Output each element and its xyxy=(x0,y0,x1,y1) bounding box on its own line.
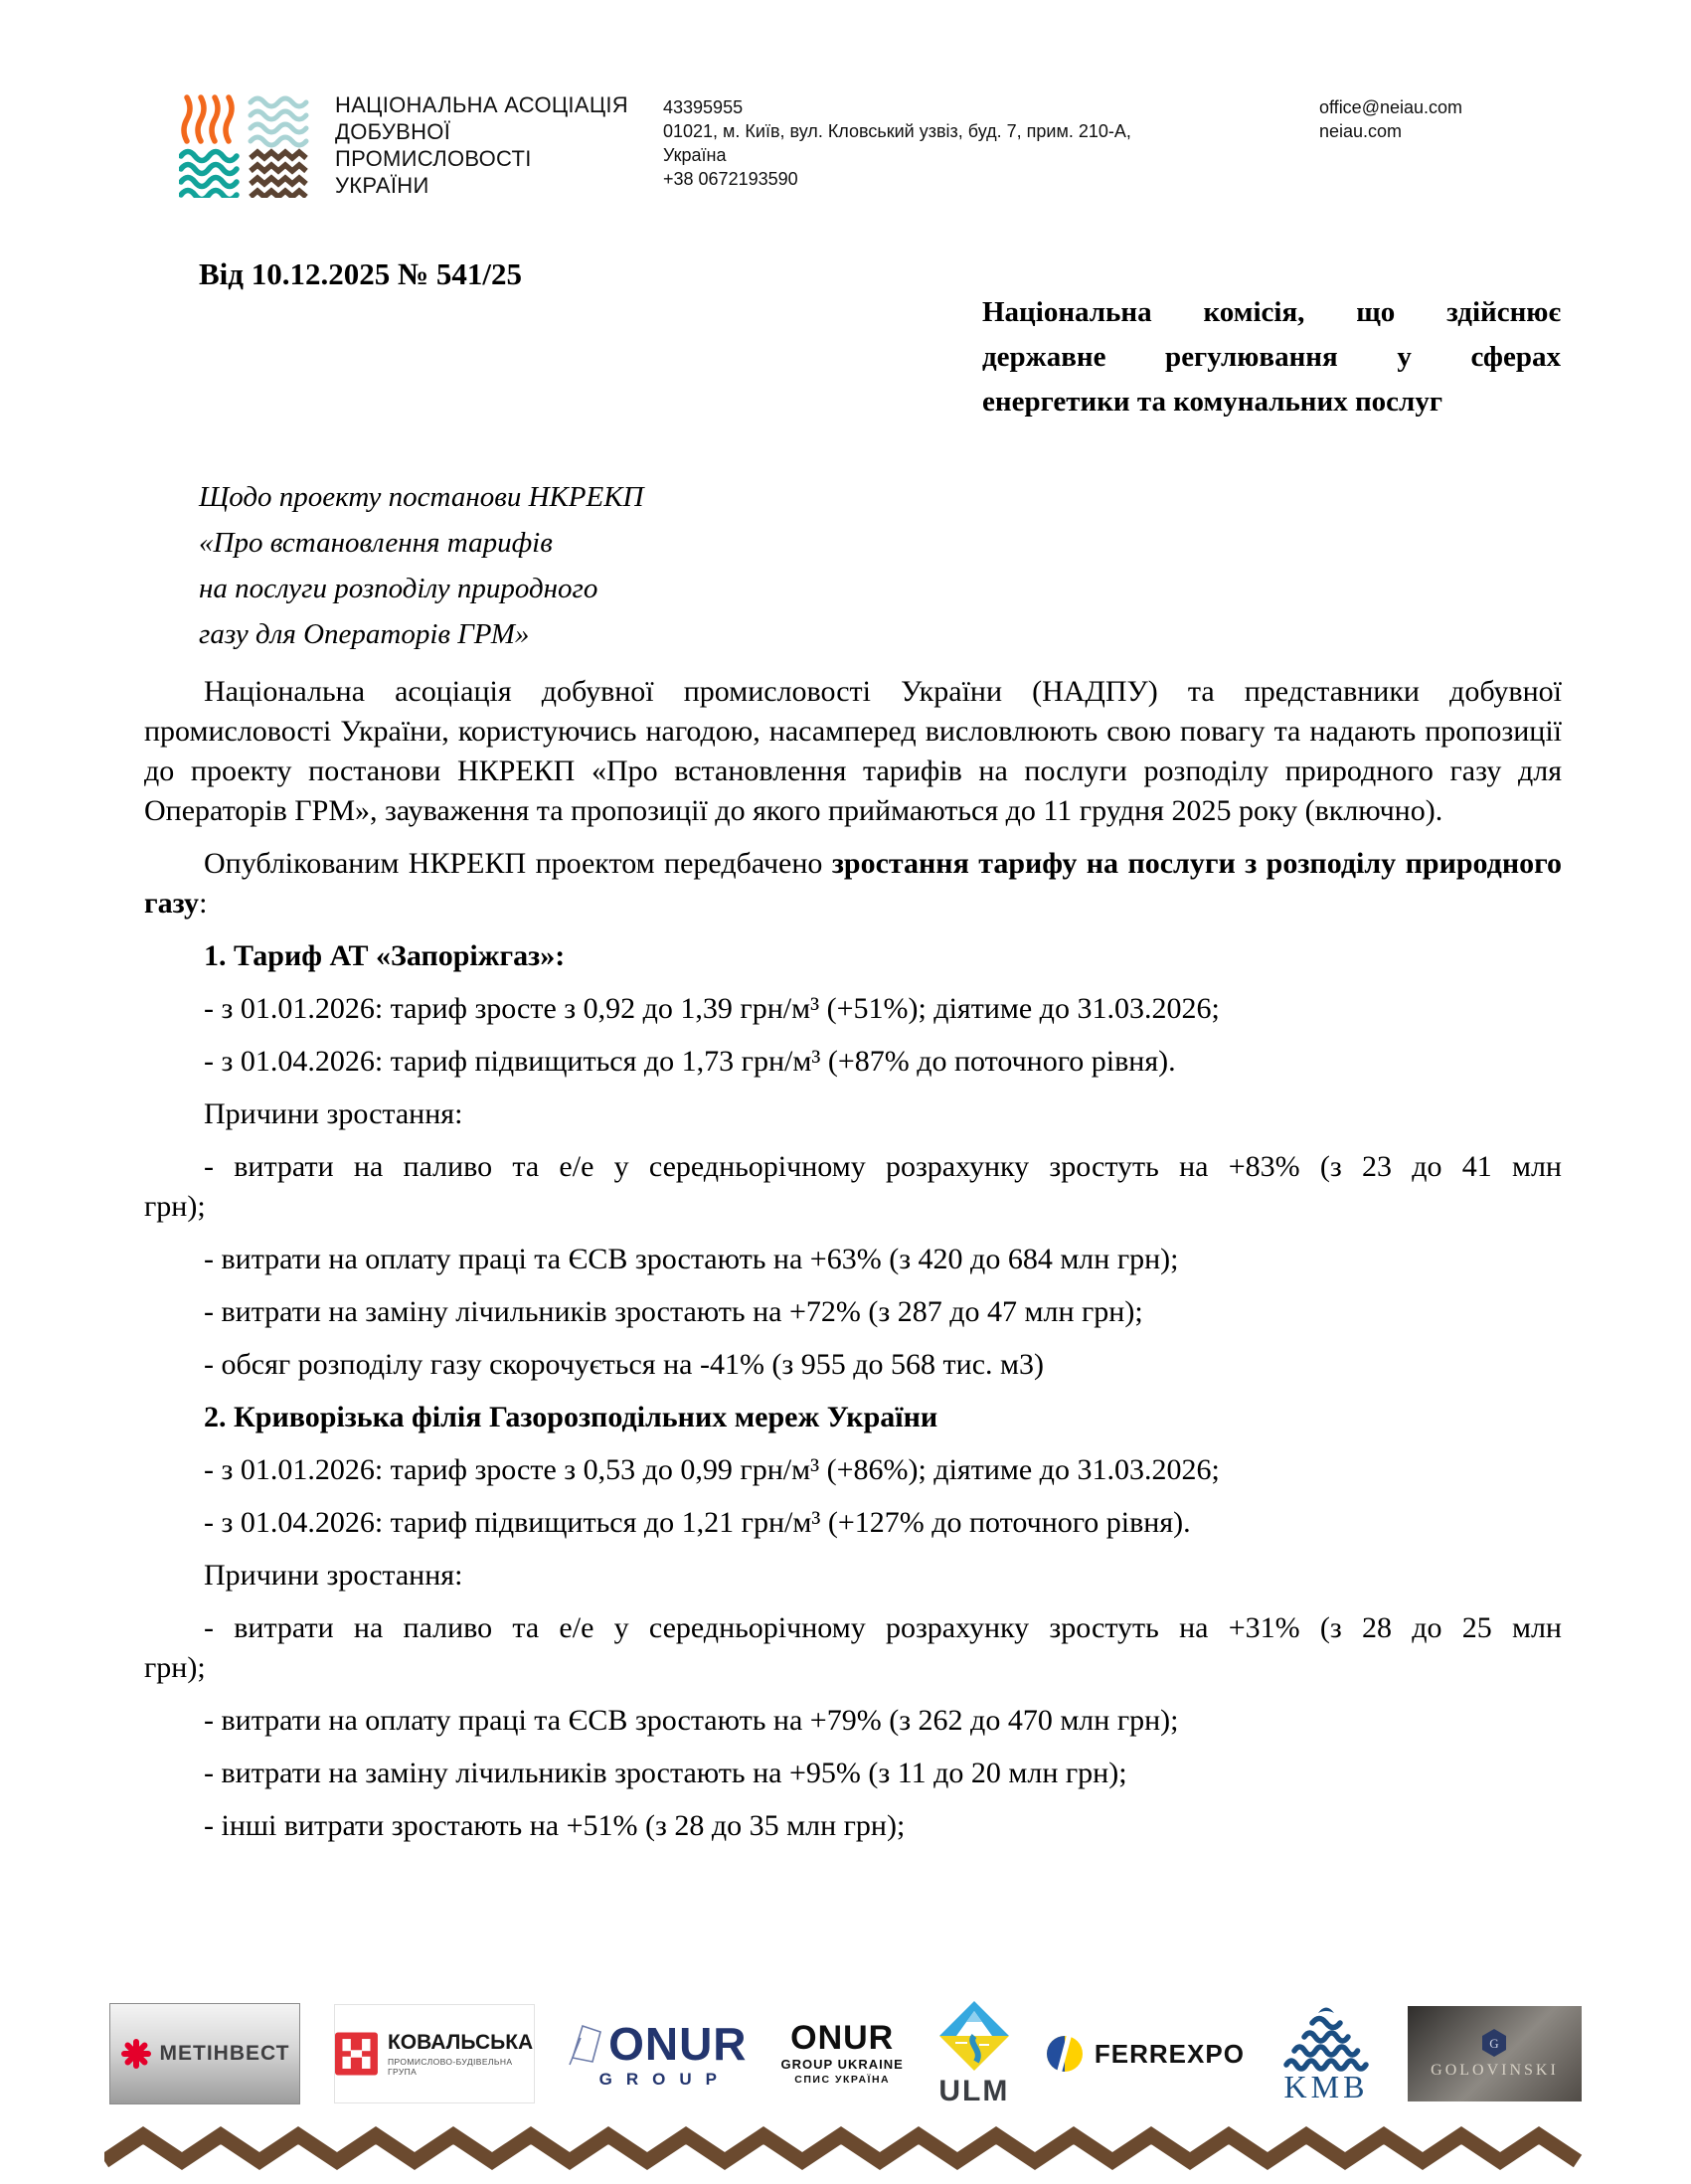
partner-logo-kmb xyxy=(1278,2006,1374,2104)
section1-reasons-label: Причини зростання: xyxy=(204,1097,463,1130)
metinvest-star-icon xyxy=(120,2038,152,2070)
section2-item: - з 01.04.2026: тариф підвищиться до 1,21 грн/м³ (+127% до поточного рівня). xyxy=(204,1506,1191,1539)
partner-logo-ulm xyxy=(937,1999,1011,2108)
paragraph-intro: Національна асоціація добувної промисловості України (НАДПУ) та представники добувної промисловості України, користуючись нагодою, насамперед висловлюють свою повагу та надають пропозиції до проекту постанови НКРЕКП «Про встановлення тарифів на послуги розподілу природного газу для Операторів ГРМ», зауваження та пропозиції до якого приймаються до 11 грудня 2025 року (включно). xyxy=(144,675,1562,827)
org-address-line2: Україна xyxy=(663,145,727,165)
ulm-label: ULM xyxy=(938,2075,1010,2107)
svg-text:G: G xyxy=(1489,2036,1500,2051)
onur-sublabel: GROUP xyxy=(598,2070,731,2089)
partner-logo-metinvest xyxy=(109,2003,300,2104)
kmb-label: KMB xyxy=(1283,2069,1369,2104)
onur-ukraine-label: ONUR xyxy=(790,2019,895,2057)
onur-ukraine-sublabel: GROUP UKRAINE xyxy=(780,2057,904,2072)
kovalska-sublabel: ПРОМИСЛОВО-БУДІВЕЛЬНА ГРУПА xyxy=(387,2057,513,2077)
partner-logo-ferrexpo xyxy=(1045,2034,1245,2074)
subject-line: «Про встановлення тарифів xyxy=(199,527,553,559)
org-name-line: УКРАЇНИ xyxy=(335,173,429,198)
section2-reasons-label: Причини зростання: xyxy=(204,1559,463,1592)
section2-reason: - інші витрати зростають на +51% (з 28 до 35 млн грн); xyxy=(204,1809,906,1842)
org-name-line: ПРОМИСЛОВОСТІ xyxy=(335,146,532,171)
golovinski-hexagon-icon xyxy=(1480,2028,1508,2058)
subject-line: газу для Операторів ГРМ» xyxy=(199,618,530,650)
ulm-diamond-icon xyxy=(937,1999,1011,2073)
partner-logo-kovalska xyxy=(334,2004,535,2103)
ferrexpo-circle-icon xyxy=(1045,2034,1085,2074)
section2-reason: - витрати на оплату праці та ЄСВ зростають на +79% (з 262 до 470 млн грн); xyxy=(204,1704,1179,1737)
org-phone: +38 0672193590 xyxy=(663,169,798,189)
web-block xyxy=(1319,95,1462,143)
partner-logo-onur-group xyxy=(569,2018,747,2090)
section2-item: - з 01.01.2026: тариф зросте з 0,53 до 0,99 грн/м³ (+86%); діятиме до 31.03.2026; xyxy=(204,1453,1220,1486)
letter-body xyxy=(144,672,1562,1859)
subject-block xyxy=(199,474,643,657)
paragraph-tariff-growth xyxy=(144,844,1562,924)
recipient-line: енергетики та комунальних послуг xyxy=(982,386,1442,418)
ref-line: Від 10.12.2025 № 541/25 xyxy=(199,256,522,291)
section2-reason: - витрати на паливо та е/е у середньорічному розрахунку зростуть на +31% (з 28 до 25 млн грн); xyxy=(144,1611,1562,1684)
paragraph-tariff-growth-tail: : xyxy=(199,887,208,920)
paragraph-tariff-growth-normal: Опублікованим НКРЕКП проектом передбачено xyxy=(204,847,832,880)
org-name-line: НАЦІОНАЛЬНА АСОЦІАЦІЯ xyxy=(335,92,628,117)
logo-teal-waves xyxy=(181,152,237,199)
section1-reason: - обсяг розподілу газу скорочується на -41% (з 955 до 568 тис. м3) xyxy=(204,1348,1044,1381)
metinvest-label: МЕТІНВЕСТ xyxy=(159,2042,290,2065)
section1-reason: - витрати на оплату праці та ЄСВ зростають на +63% (з 420 до 684 млн грн); xyxy=(204,1243,1179,1275)
org-name xyxy=(335,91,628,199)
section1-item: - з 01.04.2026: тариф підвищиться до 1,73 грн/м³ (+87% до поточного рівня). xyxy=(204,1045,1176,1078)
partner-logo-onur-group-ukraine xyxy=(780,2019,904,2086)
contact-block xyxy=(663,95,1299,191)
kmb-waves-icon xyxy=(1278,2006,1374,2072)
onur-ukraine-sublabel2: СПИС УКРАЇНА xyxy=(794,2074,891,2086)
logo-orange-waves xyxy=(184,97,232,141)
section1-item: - з 01.01.2026: тариф зросте з 0,92 до 1,39 грн/м³ (+51%); діятиме до 31.03.2026; xyxy=(204,992,1220,1025)
kovalska-label: КОВАЛЬСЬКА xyxy=(387,2031,534,2054)
section1-title: 1. Тариф АТ «Запоріжгаз»: xyxy=(204,939,566,972)
onur-crane-sketch-icon xyxy=(569,2018,604,2066)
ferrexpo-label: FERREXPO xyxy=(1094,2038,1245,2069)
recipient-block xyxy=(982,290,1561,424)
onur-label: ONUR xyxy=(608,2018,748,2070)
org-address-line1: 01021, м. Київ, вул. Кловський узвіз, буд. 7, прим. 210-А, xyxy=(663,121,1131,141)
recipient-line: Національна комісія, що здійснює xyxy=(982,296,1561,328)
logo-pale-waves xyxy=(251,98,306,145)
golovinski-label: GOLOVINSKI xyxy=(1431,2062,1559,2079)
zigzag-line xyxy=(104,2135,1578,2161)
section2-title: 2. Криворізька філія Газорозподільних мереж України xyxy=(204,1401,938,1433)
logo-brown-zigzags xyxy=(251,152,306,197)
org-name-line: ДОБУВНОЇ xyxy=(335,119,451,144)
kovalska-brick-icon xyxy=(335,2031,378,2077)
subject-line: Щодо проекту постанови НКРЕКП xyxy=(199,481,644,513)
partner-logos-row xyxy=(109,1980,1582,2127)
recipient-line: державне регулювання у сферах xyxy=(982,341,1561,373)
org-number: 43395955 xyxy=(663,97,744,117)
section2-reason: - витрати на заміну лічильників зростають на +95% (з 11 до 20 млн грн); xyxy=(204,1757,1127,1789)
org-website: neiau.com xyxy=(1319,121,1403,141)
section1-reason: - витрати на заміну лічильників зростають на +72% (з 287 до 47 млн грн); xyxy=(204,1295,1143,1328)
paragraph-tariff-growth-bold: зростання тарифу на послуги з розподілу природного газу xyxy=(144,847,1563,920)
subject-line: на послуги розподілу природного xyxy=(199,573,598,604)
association-logo-icon xyxy=(179,94,310,198)
section1-reason: - витрати на паливо та е/е у середньорічному розрахунку зростуть на +83% (з 23 до 41 млн грн); xyxy=(144,1150,1562,1223)
org-email: office@neiau.com xyxy=(1319,97,1463,117)
zigzag-border xyxy=(104,2123,1591,2175)
partner-logo-golovinski xyxy=(1408,2006,1582,2101)
